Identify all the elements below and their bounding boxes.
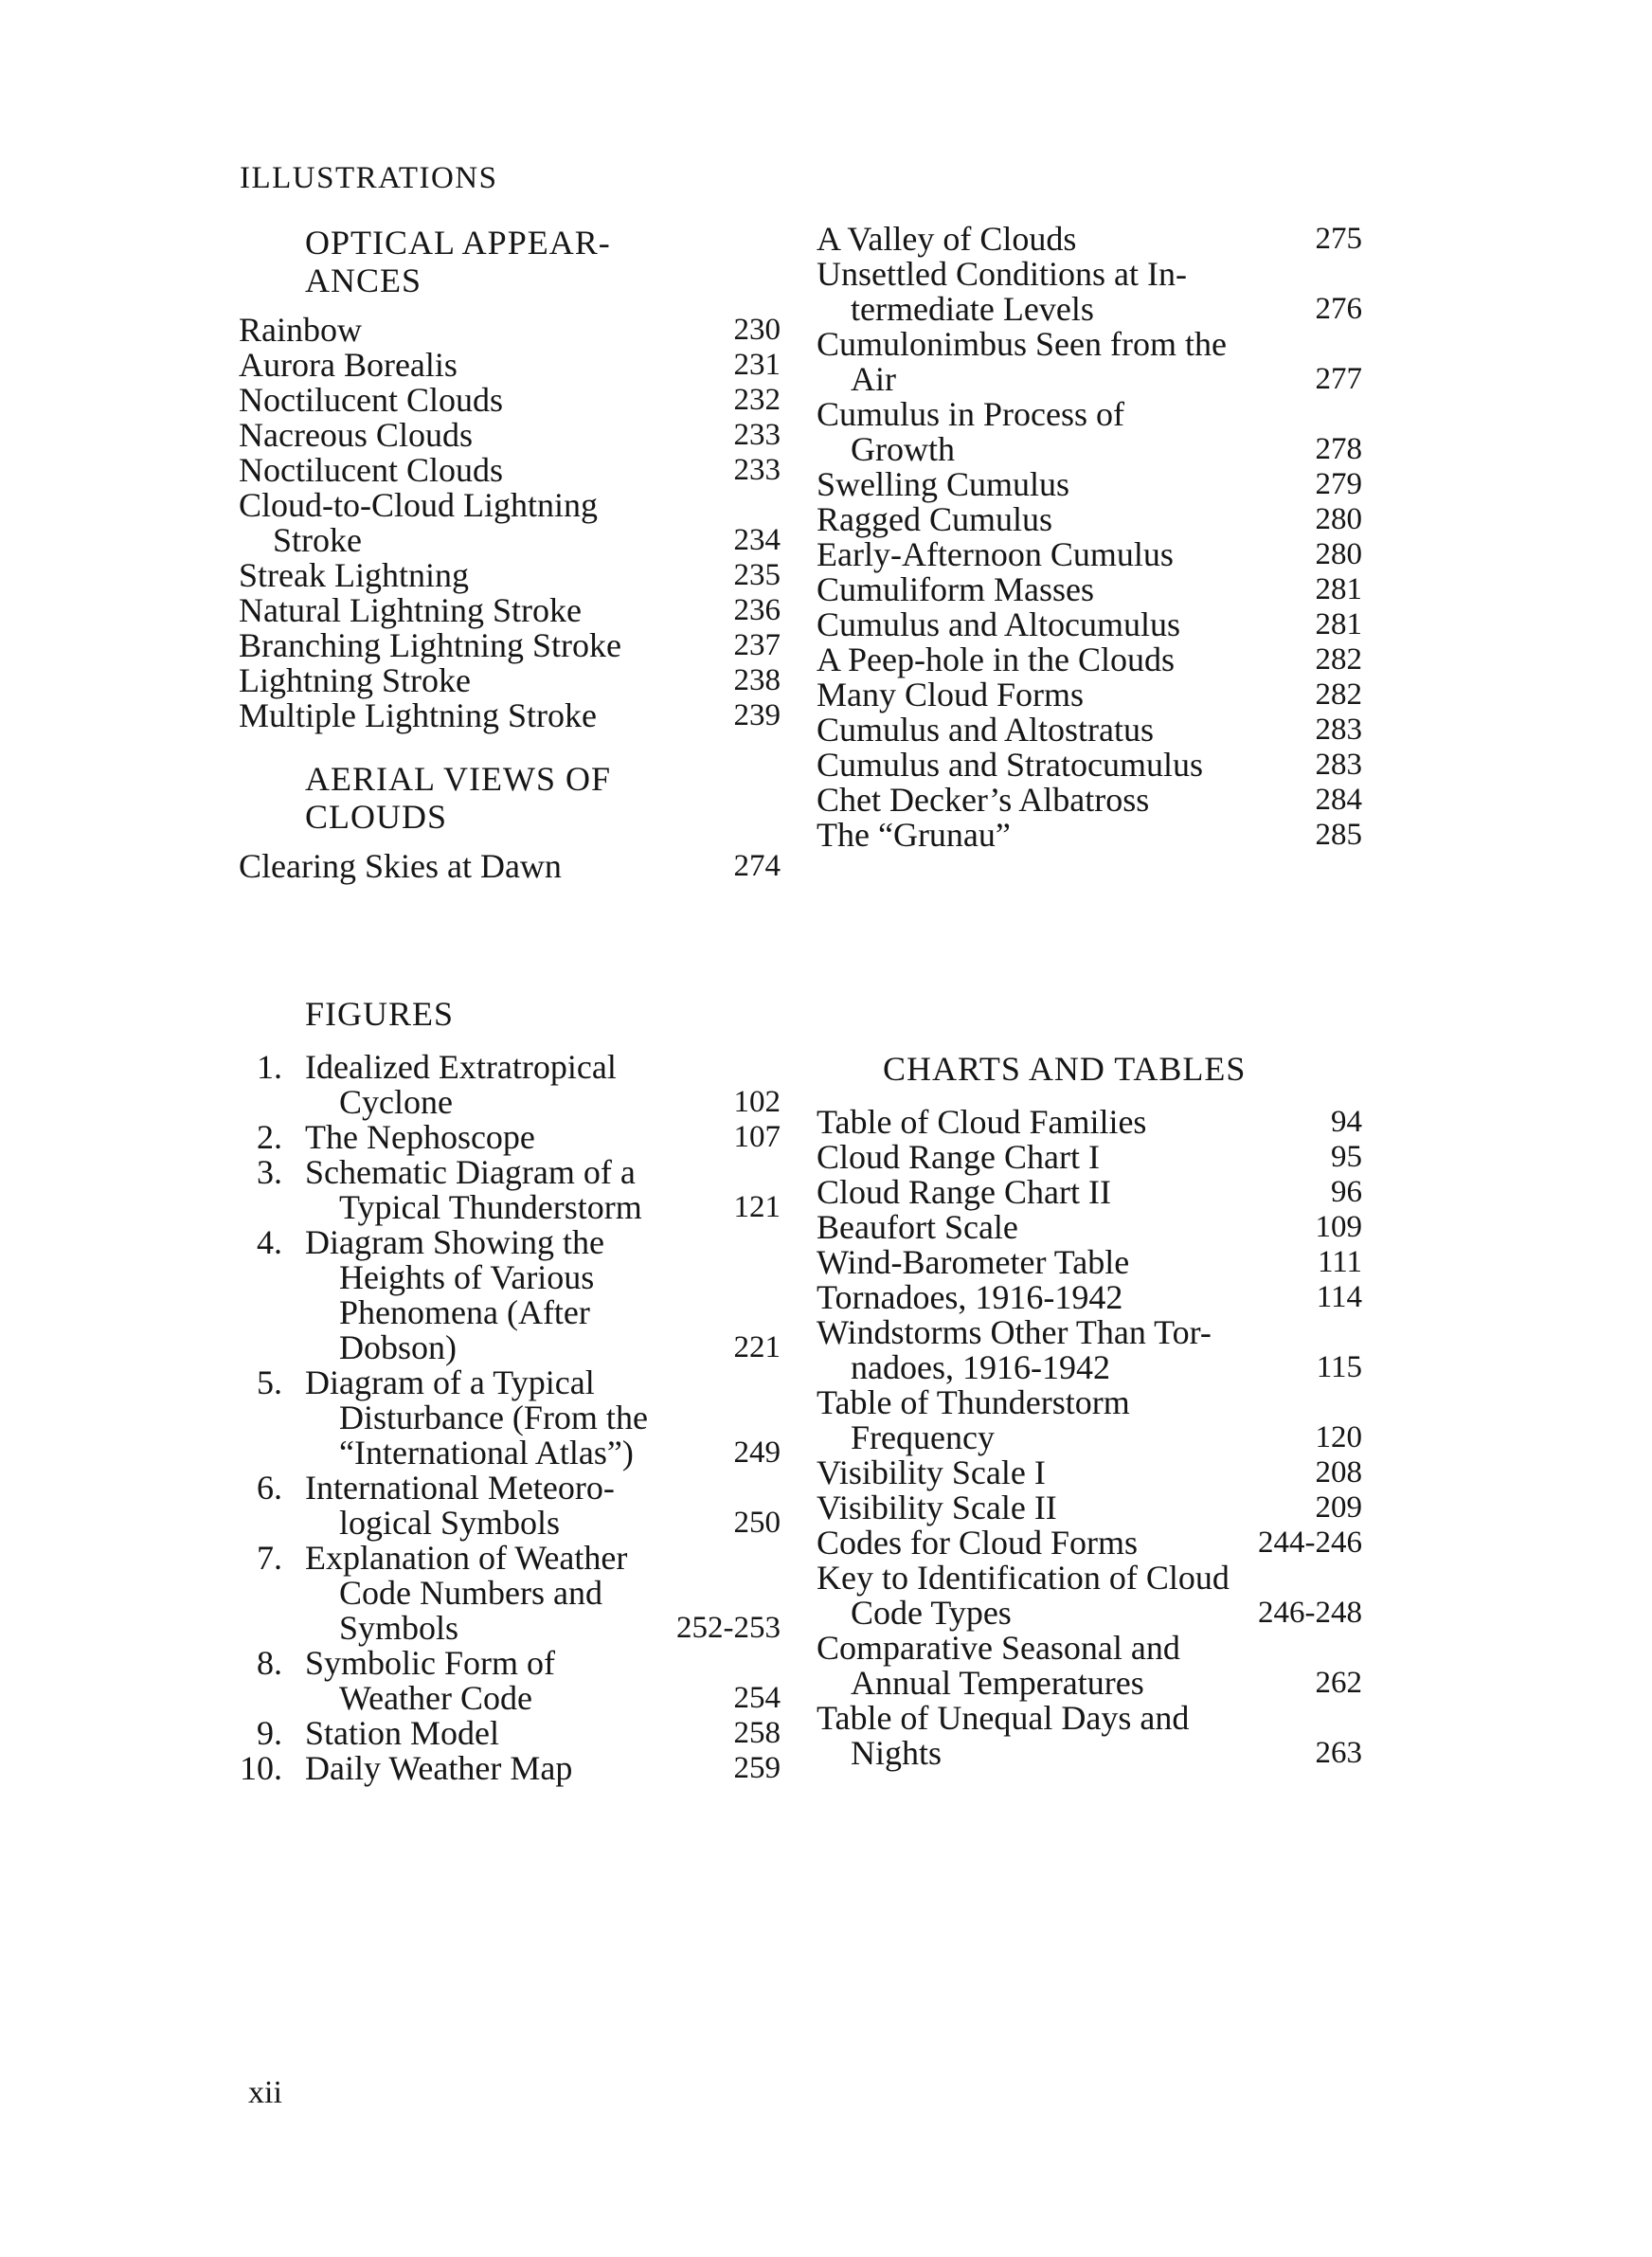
entry-title-line: Table of Unequal Days and bbox=[817, 1699, 1190, 1737]
entry-title-line: Noctilucent Clouds bbox=[239, 451, 503, 489]
entry-title-line: Typical Thunderstorm bbox=[339, 1188, 642, 1226]
entry-title-line: Visibility Scale I bbox=[817, 1454, 1046, 1491]
entry-title-line: “International Atlas”) bbox=[339, 1434, 634, 1472]
heading-line: OPTICAL APPEAR- bbox=[305, 224, 611, 262]
toc-entry bbox=[239, 1365, 781, 1471]
page-number: 259 bbox=[733, 1751, 781, 1785]
toc-entry bbox=[817, 1385, 1362, 1455]
page-header: ILLUSTRATIONS bbox=[240, 161, 498, 195]
toc-entry bbox=[817, 1245, 1362, 1280]
figure-number: 4. bbox=[257, 1223, 282, 1261]
page-number: 115 bbox=[1316, 1350, 1362, 1384]
entry-title-line: Air bbox=[851, 360, 896, 398]
toc-entry bbox=[817, 1175, 1362, 1210]
entry-title-line: Windstorms Other Than Tor- bbox=[817, 1313, 1212, 1351]
toc-entry bbox=[817, 1105, 1362, 1140]
toc-entry bbox=[817, 642, 1362, 677]
aerial-list bbox=[239, 849, 781, 884]
entry-title-line: logical Symbols bbox=[339, 1504, 560, 1542]
figure-number: 2. bbox=[257, 1118, 282, 1156]
page-number: 208 bbox=[1315, 1455, 1362, 1490]
page-number: 236 bbox=[733, 593, 781, 627]
heading-line: CLOUDS bbox=[305, 798, 448, 836]
figure-number: 5. bbox=[257, 1363, 282, 1401]
toc-entry bbox=[817, 572, 1362, 607]
heading-line: ANCES bbox=[305, 262, 422, 299]
toc-entry bbox=[239, 1050, 781, 1120]
toc-entry bbox=[817, 467, 1362, 502]
toc-entry bbox=[817, 327, 1362, 397]
toc-entry bbox=[239, 348, 781, 383]
page-number: 274 bbox=[733, 849, 781, 883]
entry-title-line: Swelling Cumulus bbox=[817, 465, 1070, 503]
toc-entry bbox=[817, 818, 1362, 853]
entry-title-line: Beaufort Scale bbox=[817, 1208, 1018, 1246]
page-number: 283 bbox=[1315, 748, 1362, 782]
page-number: 239 bbox=[733, 698, 781, 732]
page-number: 276 bbox=[1315, 292, 1362, 326]
page-number: 275 bbox=[1315, 222, 1362, 256]
entry-title-line: The “Grunau” bbox=[817, 816, 1011, 854]
page-number: 94 bbox=[1331, 1105, 1362, 1139]
toc-entry bbox=[239, 1716, 781, 1751]
page-number: 284 bbox=[1315, 783, 1362, 817]
entry-title-line: Natural Lightning Stroke bbox=[239, 591, 582, 629]
page-number: 277 bbox=[1315, 362, 1362, 396]
entry-title-line: Ragged Cumulus bbox=[817, 500, 1052, 538]
toc-entry bbox=[817, 397, 1362, 467]
toc-entry bbox=[239, 1541, 781, 1646]
entry-title-line: Cloud Range Chart I bbox=[817, 1138, 1100, 1176]
page-number: 120 bbox=[1315, 1420, 1362, 1454]
figure-number: 6. bbox=[257, 1469, 282, 1507]
entry-title-line: Heights of Various bbox=[339, 1258, 595, 1296]
page-number: 233 bbox=[733, 418, 781, 452]
toc-entry bbox=[817, 257, 1362, 327]
entry-title-line: Daily Weather Map bbox=[305, 1749, 573, 1787]
entry-title-line: Branching Lightning Stroke bbox=[239, 626, 621, 664]
figure-number: 7. bbox=[257, 1539, 282, 1577]
page-number: 95 bbox=[1331, 1140, 1362, 1174]
page-number: 246-248 bbox=[1258, 1596, 1362, 1630]
figure-number: 8. bbox=[257, 1644, 282, 1682]
page-number: 278 bbox=[1315, 432, 1362, 466]
entry-title-line: Explanation of Weather bbox=[305, 1539, 628, 1577]
entry-title-line: Diagram of a Typical bbox=[305, 1363, 595, 1401]
entry-title-line: Streak Lightning bbox=[239, 556, 469, 594]
entry-title-line: Growth bbox=[851, 430, 955, 468]
toc-entry bbox=[817, 1140, 1362, 1175]
figure-number: 10. bbox=[240, 1749, 282, 1787]
entry-title-line: Nacreous Clouds bbox=[239, 416, 473, 454]
charts-list bbox=[817, 1105, 1362, 1771]
entry-title-line: Symbols bbox=[339, 1609, 459, 1647]
page-number: 252-253 bbox=[676, 1611, 781, 1645]
page-number: 258 bbox=[733, 1716, 781, 1750]
page-number: 262 bbox=[1315, 1666, 1362, 1700]
page-number: 263 bbox=[1315, 1736, 1362, 1770]
entry-title-line: Key to Identification of Cloud bbox=[817, 1559, 1230, 1597]
toc-entry bbox=[239, 1225, 781, 1365]
entry-title-line: Stroke bbox=[273, 521, 362, 559]
figures-list bbox=[239, 1050, 781, 1786]
entry-title-line: Codes for Cloud Forms bbox=[817, 1524, 1139, 1562]
toc-entry bbox=[817, 713, 1362, 748]
entry-title-line: A Peep-hole in the Clouds bbox=[817, 641, 1175, 678]
entry-title-line: Schematic Diagram of a bbox=[305, 1153, 636, 1191]
page-number: 233 bbox=[733, 453, 781, 487]
page-number: 282 bbox=[1315, 677, 1362, 712]
entry-title-line: Phenomena (After bbox=[339, 1293, 590, 1331]
toc-entry bbox=[239, 1155, 781, 1225]
entry-title-line: Tornadoes, 1916-1942 bbox=[817, 1278, 1123, 1316]
entry-title-line: Chet Decker’s Albatross bbox=[817, 781, 1150, 819]
page-number: 232 bbox=[733, 383, 781, 417]
page-number: 238 bbox=[733, 663, 781, 697]
entry-title-line: Cumulus in Process of bbox=[817, 395, 1125, 433]
page-number: 114 bbox=[1316, 1280, 1362, 1314]
toc-entry bbox=[817, 1526, 1362, 1561]
entry-title-line: Annual Temperatures bbox=[851, 1664, 1144, 1702]
page-folio: xii bbox=[248, 2075, 282, 2110]
entry-title-line: Disturbance (From the bbox=[339, 1399, 648, 1436]
toc-entry bbox=[239, 849, 781, 884]
toc-entry bbox=[817, 1455, 1362, 1490]
entry-title-line: Cloud-to-Cloud Lightning bbox=[239, 486, 599, 524]
page-number: 282 bbox=[1315, 642, 1362, 677]
toc-entry bbox=[239, 663, 781, 698]
entry-title-line: Frequency bbox=[851, 1418, 995, 1456]
page-number: 244-246 bbox=[1258, 1526, 1362, 1560]
entry-title-line: Clearing Skies at Dawn bbox=[239, 847, 562, 885]
toc-entry bbox=[817, 1561, 1362, 1631]
page-number: 249 bbox=[733, 1435, 781, 1470]
charts-heading bbox=[883, 1050, 1246, 1088]
toc-entry bbox=[817, 677, 1362, 713]
page-number: 281 bbox=[1315, 607, 1362, 641]
entry-title-line: Code Types bbox=[851, 1594, 1012, 1632]
page-number: 96 bbox=[1331, 1175, 1362, 1209]
toc-entry bbox=[239, 1471, 781, 1541]
entry-title-line: Idealized Extratropical bbox=[305, 1048, 617, 1086]
page-number: 280 bbox=[1315, 537, 1362, 571]
toc-entry bbox=[817, 1315, 1362, 1385]
entry-title-line: Noctilucent Clouds bbox=[239, 381, 503, 419]
page-number: 279 bbox=[1315, 467, 1362, 501]
page-number: 250 bbox=[733, 1506, 781, 1540]
toc-entry bbox=[239, 383, 781, 418]
toc-entry bbox=[817, 222, 1362, 257]
page-number: 235 bbox=[733, 558, 781, 592]
aerial-heading bbox=[305, 760, 611, 836]
page-number: 254 bbox=[733, 1681, 781, 1715]
page-number: 234 bbox=[733, 523, 781, 557]
toc-entry bbox=[817, 502, 1362, 537]
figure-number: 3. bbox=[257, 1153, 282, 1191]
page-number: 221 bbox=[733, 1330, 781, 1364]
entry-title-line: Comparative Seasonal and bbox=[817, 1629, 1180, 1667]
page-number: 121 bbox=[733, 1190, 781, 1224]
page-number: 102 bbox=[733, 1085, 781, 1119]
entry-title-line: Multiple Lightning Stroke bbox=[239, 696, 597, 734]
page-number: 107 bbox=[733, 1120, 781, 1154]
entry-title-line: Code Numbers and bbox=[339, 1574, 602, 1612]
page-number: 209 bbox=[1315, 1490, 1362, 1525]
optical-list bbox=[239, 313, 781, 733]
entry-title-line: Cumulus and Altostratus bbox=[817, 711, 1155, 749]
page-number: 231 bbox=[733, 348, 781, 382]
figures-heading bbox=[305, 995, 454, 1033]
page-number: 280 bbox=[1315, 502, 1362, 536]
toc-entry bbox=[239, 488, 781, 558]
page-number: 111 bbox=[1317, 1245, 1362, 1279]
entry-title-line: Cumulus and Altocumulus bbox=[817, 605, 1181, 643]
toc-entry bbox=[817, 1701, 1362, 1771]
entry-title-line: Wind-Barometer Table bbox=[817, 1243, 1130, 1281]
page-number: 281 bbox=[1315, 572, 1362, 606]
entry-title-line: Weather Code bbox=[339, 1679, 533, 1717]
toc-entry bbox=[239, 593, 781, 628]
optical-heading bbox=[305, 224, 611, 299]
entry-title-line: nadoes, 1916-1942 bbox=[851, 1348, 1110, 1386]
page-number: 285 bbox=[1315, 818, 1362, 852]
entry-title-line: The Nephoscope bbox=[305, 1118, 535, 1156]
aerial-continued-list bbox=[817, 222, 1362, 853]
entry-title-line: Visibility Scale II bbox=[817, 1489, 1057, 1526]
entry-title-line: Cumuliform Masses bbox=[817, 570, 1094, 608]
entry-title-line: Many Cloud Forms bbox=[817, 676, 1085, 713]
entry-title-line: Cumulus and Stratocumulus bbox=[817, 746, 1203, 784]
figure-number: 1. bbox=[257, 1048, 282, 1086]
entry-title-line: Aurora Borealis bbox=[239, 346, 458, 384]
entry-title-line: Rainbow bbox=[239, 311, 362, 349]
entry-title-line: Cumulonimbus Seen from the bbox=[817, 325, 1227, 363]
entry-title-line: Table of Cloud Families bbox=[817, 1103, 1147, 1141]
toc-entry bbox=[239, 418, 781, 453]
toc-entry bbox=[239, 558, 781, 593]
figure-number: 9. bbox=[257, 1714, 282, 1752]
toc-entry bbox=[239, 313, 781, 348]
toc-entry bbox=[817, 748, 1362, 783]
toc-entry bbox=[239, 1120, 781, 1155]
toc-entry bbox=[239, 698, 781, 733]
toc-entry bbox=[817, 1280, 1362, 1315]
entry-title-line: Unsettled Conditions at In- bbox=[817, 255, 1187, 293]
page-number: 230 bbox=[733, 313, 781, 347]
toc-entry bbox=[239, 1751, 781, 1786]
entry-title-line: termediate Levels bbox=[851, 290, 1094, 328]
heading-line: FIGURES bbox=[305, 995, 455, 1033]
heading-line: AERIAL VIEWS OF bbox=[305, 760, 611, 798]
entry-title-line: Cloud Range Chart II bbox=[817, 1173, 1111, 1211]
entry-title-line: International Meteoro- bbox=[305, 1469, 615, 1507]
toc-entry bbox=[817, 1210, 1362, 1245]
entry-title-line: Lightning Stroke bbox=[239, 661, 471, 699]
heading-line: CHARTS AND TABLES bbox=[883, 1050, 1247, 1088]
page-number: 237 bbox=[733, 628, 781, 662]
toc-entry bbox=[239, 1646, 781, 1716]
entry-title-line: A Valley of Clouds bbox=[817, 220, 1077, 258]
toc-entry bbox=[239, 453, 781, 488]
toc-entry bbox=[817, 1631, 1362, 1701]
toc-entry bbox=[239, 628, 781, 663]
toc-entry bbox=[817, 537, 1362, 572]
entry-title-line: Cyclone bbox=[339, 1083, 453, 1121]
entry-title-line: Station Model bbox=[305, 1714, 499, 1752]
entry-title-line: Nights bbox=[851, 1734, 943, 1772]
entry-title-line: Table of Thunderstorm bbox=[817, 1383, 1130, 1421]
entry-title-line: Early-Afternoon Cumulus bbox=[817, 535, 1174, 573]
toc-entry bbox=[817, 607, 1362, 642]
entry-title-line: Dobson) bbox=[339, 1328, 457, 1366]
toc-entry bbox=[817, 1490, 1362, 1526]
entry-title-line: Symbolic Form of bbox=[305, 1644, 556, 1682]
entry-title-line: Diagram Showing the bbox=[305, 1223, 604, 1261]
toc-entry bbox=[817, 783, 1362, 818]
page-number: 109 bbox=[1315, 1210, 1362, 1244]
page-number: 283 bbox=[1315, 713, 1362, 747]
